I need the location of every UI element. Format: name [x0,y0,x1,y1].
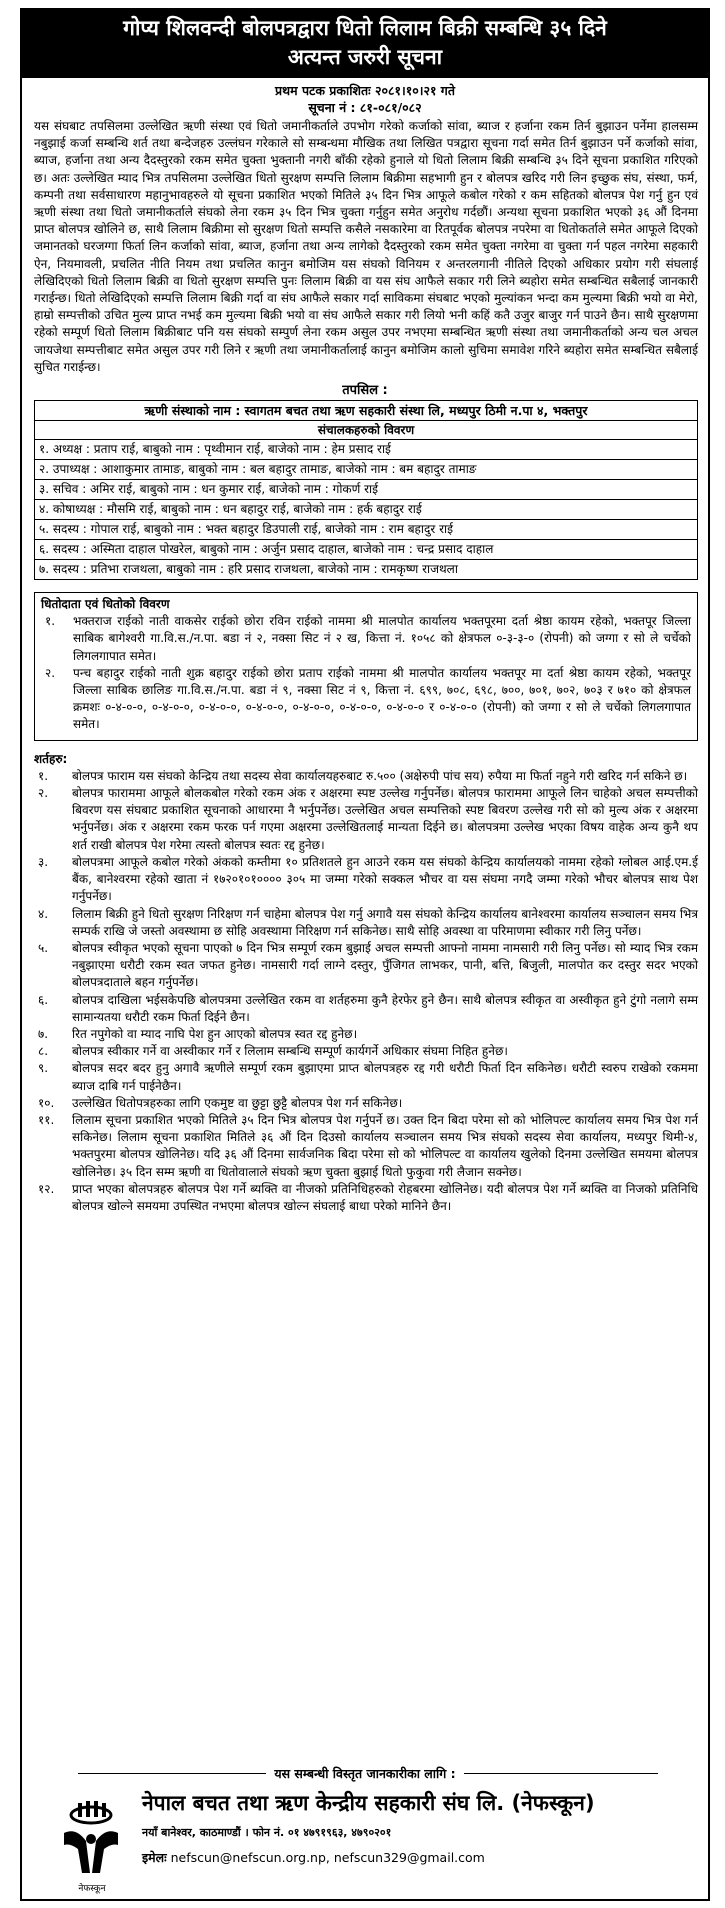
institution-name: ऋणी संस्थाको नाम : स्वागतम बचत तथा ऋण सहकारी संस्था लि, मध्यपुर ठिमी न.पा ४, भक्तपुर [35,401,697,421]
collateral-section [34,592,698,741]
term-number: ११. [38,1112,55,1127]
item-text: पन्च बहादुर राईको नाती शुक्र बहादुर राईको छोरा प्रताप राईको नाममा श्री मालपोत कार्यालय भक्तपूर मा दर्ता श्रेष्ठा कायम रहेको, भक्तपूर जिल्ला साबिक छालिङ गा.वि.स./न.पा. बडा नं ९, नक्सा सिट नं ९, कित्ता नं. ६९९, ७०८, ६९८, ७००, ७०१, ७०२, ७०३ र ७१० को क्षेत्रफल क्रमशः ०-४-०-०, ०-४-०-०, ०-४-०-०, ०-४-०-०, ०-४-०-०, ०-४-०-०, ०-४-०-० र ०-४-०-० (रोपनी) को जग्गा र सो ले चर्चेको लिगलगापात समेत। [73,665,691,732]
terms-heading: शर्तहरु: [34,751,68,766]
item-number: २. [45,665,56,680]
director-row: ६. सदस्य : अस्मिता दाहाल पोखरेल, बाबुको नाम : अर्जुन प्रसाद दाहाल, बाजेको नाम : चन्द्र प्रसाद दाहाल [35,540,697,560]
term-number: ५. [38,940,49,955]
footer [22,1763,708,1899]
organization-email [142,1849,485,1866]
term-item [34,1095,698,1112]
term-item [34,1181,698,1215]
director-row: ४. कोषाध्यक्ष : मौसमि राई, बाबुको नाम : धन बहादुर राई, बाजेको नाम : हर्क बहादुर राई [35,500,697,520]
tapsil-heading: तपसिल : [342,383,388,399]
email-value: nefscun@nefscun.org.np, nefscun329@gmail.com [170,1850,485,1865]
email-label: इमेलः [142,1850,167,1865]
term-number: ६. [38,992,49,1007]
term-number: ९. [38,1061,49,1076]
nefscun-logo-icon [56,1793,126,1889]
term-number: २. [38,786,49,801]
term-item [34,1043,698,1060]
term-item [34,940,698,992]
term-item [34,768,698,785]
term-item [34,906,698,940]
term-text: बोलपत्र फाराममा आफूले बोलकबोल गरेको रकम अंक र अक्षरमा स्पष्ट उल्लेख गर्नुपर्नेछ। बोलपत्र फाराममा आफूले लिन चाहेको अचल सम्पत्तीको बिवरण यस संघबाट प्रकाशित सूचनाको आधारमा नै भर्नुपर्नेछ। उल्लेखित अचल सम्पत्तिको स्पष्ट बिवरण उल्लेख गरी सो को मुल्य अंक र अक्षरमा भर्नुपर्नेछ। अंक र अक्षरमा रकम फरक पर्न गएमा अक्षरमा उल्लेखितलाई मान्यता दिईने छ। बोलपत्रमा उल्लेख भएका विषय वाहेक अन्य कुनै थप शर्त राखी बोलपत्र पेश गरेमा त्यस्तो बोलपत्र स्वतः रद्द हुनेछ। [72,786,698,852]
term-item [34,1026,698,1043]
item-text: भक्तराज राईको नाती वाकसेर राईको छोरा रविन राईको नाममा श्री मालपोत कार्यालय भक्तपूरमा दर्ता श्रेष्ठा कायम रहेको, भक्तपूर जिल्ला साबिक बागेश्वरी गा.वि.स./न.पा. बडा नं २, नक्सा सिट नं २ ख, कित्ता नं. १०५८ को क्षेत्रफल ०-३-३-० (रोपनी) को जग्गा र सो ले चर्चेको लिगलगापात समेत। [73,614,691,663]
director-row: ३. सचिव : अमिर राई, बाबुको नाम : धन कुमार राई, बाजेको नाम : गोकर्ण राई [35,480,697,500]
director-row: ५. सदस्य : गोपाल राई, बाबुको नाम : भक्त बहादुर डिउपाली राई, बाजेको नाम : राम बहादुर राई [35,520,697,540]
director-row: ७. सदस्य : प्रतिभा राजथला, बाबुको नाम : हरि प्रसाद राजथला, बाजेको नाम : रामकृष्ण राजथला [39,562,458,577]
term-text: लिलाम बिक्री हुने धितो सुरक्षण निरिक्षण गर्न चाहेमा बोलपत्र पेश गर्नु अगावै यस संघको केन्द्रिय कार्यालय बानेश्वरमा कार्यालय सञ्चालन समय भित्र सम्पर्क राखि जे जस्तो अवस्थामा छ सोहि अवस्थामा निरिक्षण गर्न सकिनेछ। साथै सोहि अवस्था वा परिमाणमा स्वीकार गरी लिनु पर्नेछ। [72,906,698,938]
footer-caption-text: यस सम्बन्धी विस्तृत जानकारीका लागि : [266,1766,463,1781]
term-number: ४. [38,906,49,921]
term-text: बोलपत्र स्वीकृत भएको सूचना पाएको ७ दिन भित्र सम्पूर्ण रकम बुझाई अचल सम्पत्ती आफ्नो नाममा नामसारी गरी लिनु पर्नेछ। सो म्याद भित्र रकम नबुझाएमा धरौटी रकम स्वत जफत हुनेछ। नामसारी गर्दा लाग्ने दस्तुर, पुँजिगत लाभकर, पानी, बत्ति, बिजुली, मालपोत कर दस्तुर सदर भएको बोलपत्रदाताले बहन गर्नुपर्नेछ। [72,940,698,990]
term-text: बोलपत्र दाखिला भईसकेपछि बोलपत्रमा उल्लेखित रकम वा शर्तहरुमा कुनै हेरफेर हुने छैन। साथै बोलपत्र स्वीकृत वा अस्वीकृत हुने टुंगो नलागे सम्म सामान्यतया धरौटी रकम फिर्ता दिईने छैन। [72,992,698,1024]
term-text: प्राप्त भएका बोलपत्रहरु बोलपत्र पेश गर्ने ब्यक्ति वा नीजको प्रतिनिधिहरुको रोहबरमा खोलिनेछ। यदी बोलपत्र पेश गर्ने ब्यक्ति वा निजको प्रतिनिधि बोलपत्र खोल्ने समयमा उपस्थित नभएमा बोलपत्र खोल्न संघलाई बाधा परेको मानिने छैन। [72,1181,698,1213]
director-row: १. अध्यक्ष : प्रताप राई, बाबुको नाम : पृथ्वीमान राई, बाजेको नाम : हेम प्रसाद राई [35,440,697,460]
organization-address: नयाँ बानेश्वर, काठमाण्डौं । फोन नं. ०१ ४७९१९६३, ४७९०२०१ [142,1826,392,1839]
term-text: बोलपत्र फाराम यस संघको केन्द्रिय तथा सदस्य सेवा कार्यालयहरुबाट रु.५०० (अक्षेरुपी पांच सय) रुपैया मा फिर्ता नहुने गरी खरिद गर्न सकिने छ। [72,768,688,783]
notice-page [20,8,710,1901]
notice-number: सूचना नं : ८१-०८१/०८२ [308,100,422,115]
item-number: १. [45,614,56,629]
term-text: बोलपत्रमा आफूले कबोल गरेको अंकको कम्तीमा १० प्रतिशतले हुन आउने रकम यस संघको केन्द्रिय कार्यालयको नाममा रहेको ग्लोबल आई.एम.ई बैंक, बानेश्वरमा रहेको खाता नं १७२०१०१०००० ३०५ मा जम्मा गरेको सक्कल भौचर वा यस संघमा नगदै जम्मा गरेको भौचर बोलपत्र साथ पेश गर्नुपर्नेछ। [72,854,698,904]
footer-caption [22,1765,708,1782]
borrower-table [34,400,698,580]
term-number: १२. [38,1181,55,1196]
logo-caption: नेफस्कून [78,1884,106,1894]
collateral-heading: धितोदाता एवं धितोको विवरण [41,597,170,612]
term-item [34,1060,698,1094]
terms-section [22,741,708,1215]
intro-paragraph: यस संघबाट तपसिलमा उल्लेखित ऋणी संस्था एवं धितो जमानीकर्ताले उपभोग गरेको कर्जाको सांवा, ब्याज र हर्जाना रकम तिर्न बुझाउन पर्नेमा हालसम्म नबुझाई कर्जा सम्बन्धि शर्त तथा बन्देजहरु उल्लंघन गरेकाले सो सम्बन्धमा मौखिक तथा लिखित पत्रद्वारा सूचना गर्दा समेत तिर्न बुझाउन पर्ने कर्जाको सांवा, ब्याज, हर्जाना तथा अन्य दैदस्तुरको रकम समेत चुक्ता भुक्तानी नगरी बाँकी रहेको हुनाले यो धितो लिलाम बिक्री सम्बन्धि ३५ दिने सूचना प्रकाशित गरिएको छ। अतः उल्लेखित म्याद भित्र तपसिलमा उल्लेखित धितो सुरक्षण सम्पत्ति लिलाम बिक्रीमा सहभागी हुन र बोलपत्र खरिद गरी लिन इच्छुक संघ, संस्था, फर्म, कम्पनी तथा सर्वसाधारण महानुभावहरुले यो सूचना प्रकाशित भएको मितिले ३५ दिन भित्र आफूले कबोल गरेको र कम सहितको बोलपत्र पेश गर्नु हुन एवं ऋणी संस्था तथा धितो जमानीकर्ताले संघको लेना रकम ३५ दिन भित्र चुक्ता गर्नुहुन समेत अनुरोध गर्दछौं। अन्यथा सूचना प्रकाशित भएको ३६ औं दिनमा प्राप्त बोलपत्र खोलिने छ, साथै लिलाम बिक्रीमा सो सुरक्षण धितो सम्पत्ति कसैले नसकारेमा वा रितपूर्वक बोलपत्र नपरेमा वा धितोकर्ताले समेत आफूले दिएको जमानतको घरजग्गा फिर्ता लिन कर्जाको सांवा, ब्याज, हर्जाना तथा अन्य लागेको दैदस्तुरको रकम समेत चुक्ता नगरेमा वा चुक्ता गर्न पहल नगरेमा सहकारी ऐन, नियमावली, प्रचलित नीति नियम तथा प्रचलित कानुन बमोजिम यस संघको विनियम र अन्तरलगानी नीतिले दिएको अधिकार प्रयोग गरी संघलाई लेखिदिएको धितो लिलाम बिक्री वा धितो सुरक्षण सम्पत्ति पुनः लिलाम बिक्री वा यस संघ आफैले सकार गरी लिने ब्यहोरा समेत सम्बन्धित सबैलाई जानकारी गराईन्छ। धितो लेखिदिएको सम्पत्ति लिलाम बिक्री गर्दा वा संघ आफैले सकार गर्दा साविकमा संघबाट भएको मुल्यांकन भन्दा कम मुल्यमा बिक्री भयो वा मेरो, हाम्रो सम्पत्तीको उचित मुल्य प्राप्त नभई कम मुल्यमा बिक्री भयो वा संघ आफैले सकार गरी लियो भनी कहिं कतै उजुर बाजुर गर्न पाउने छैन। साथै सुरक्षणमा रहेको सम्पूर्ण धितो लिलाम बिक्रीबाट पनि यस संघको सम्पुर्ण लेना रकम असुल उपर नभएमा सम्बन्धित ऋणी संस्था तथा जमानीकर्ताको अन्य चल अचल जायजेथा सम्पत्तीबाट समेत असुल उपर गरी लिने र ऋणी तथा जमानीकर्तालाई कानुन बमोजिम कालो सुचिमा समावेश गरिने ब्यहोरा समेत सम्बन्धित सबैलाई सुचित गराईन्छ। [34,119,698,374]
notice-headline [22,10,708,78]
term-item [34,1112,698,1181]
publication-date: प्रथम पटक प्रकाशितः २०८१।१०।२१ गते [275,83,455,98]
organization-name: नेपाल बचत तथा ऋण केन्द्रीय सहकारी संघ लि. (नेफस्कून) [142,1791,595,1815]
publication-info [22,82,708,116]
term-number: ७. [38,1026,49,1041]
term-item [34,785,698,854]
headline-line-2: अत्यन्त जरुरी सूचना [287,45,443,69]
directors-heading: संचालकहरुको विवरण [35,421,697,440]
headline-line-1: गोप्य शिलवन्दी बोलपत्रद्वारा धितो लिलाम बिक्री सम्बन्धि ३५ दिने [123,16,607,40]
collateral-item [41,665,691,734]
term-text: बोलपत्र स्वीकार गर्ने वा अस्वीकार गर्ने र लिलाम सम्बन्धि सम्पूर्ण कार्यगर्ने अधिकार संघमा निहित हुनेछ। [72,1044,508,1059]
term-number: १. [38,768,49,783]
term-text: उल्लेखित धितोपत्रहरुका लागि एकमुष्ट वा छुट्टा छुट्टै बोलपत्र पेश गर्न सकिनेछ। [72,1095,403,1110]
collateral-item [41,613,691,665]
director-row: २. उपाध्यक्ष : आशाकुमार तामाङ, बाबुको नाम : बल बहादुर तामाङ, बाजेको नाम : बम बहादुर तामाङ [35,460,697,480]
term-item [34,854,698,906]
term-number: ८. [38,1044,49,1059]
term-number: ३. [38,854,49,869]
term-item [34,992,698,1026]
term-text: लिलाम सूचना प्रकाशित भएको मितिले ३५ दिन भित्र बोलपत्र पेश गर्नुपर्ने छ। उक्त दिन बिदा परेमा सो को भोलिपल्ट कार्यालय समय भित्र पेश गर्न सकिनेछ। लिलाम सूचना प्रकाशित मितिले ३६ औं दिन दिउसो कार्यालय सञ्चालन समय भित्र संघको सदस्य सेवा कार्यालय, मध्यपुर थिमी-४, भक्तपुरमा बोलपत्र खोलिनेछ। यदि ३६ औं दिनमा सार्वजनिक बिदा परेमा सो को भोलिपल्ट वा कार्यालय खुलेको दिनमा उल्लेखित समयमा बोलपत्र खोलिनेछ। ३५ दिन सम्म ऋणी वा धितोवालाले संघको ऋण चुक्ता बुझाई धितो फुकुवा गरी लैजान सक्नेछ। [72,1112,698,1179]
term-number: १०. [38,1095,55,1110]
term-text: रित नपुगेको वा म्याद नाघि पेश हुन आएको बोलपत्र स्वत रद्द हुनेछ। [72,1026,358,1041]
term-text: बोलपत्र सदर बदर हुनु अगावै ऋणीले सम्पूर्ण रकम बुझाएमा प्राप्त बोलपत्रहरु रद्द गरी धरौटी फिर्ता दिन सकिनेछ। धरौटी स्वरुप राखेको रकममा ब्याज दाबि गर्न पाईनेछैन। [72,1061,698,1093]
